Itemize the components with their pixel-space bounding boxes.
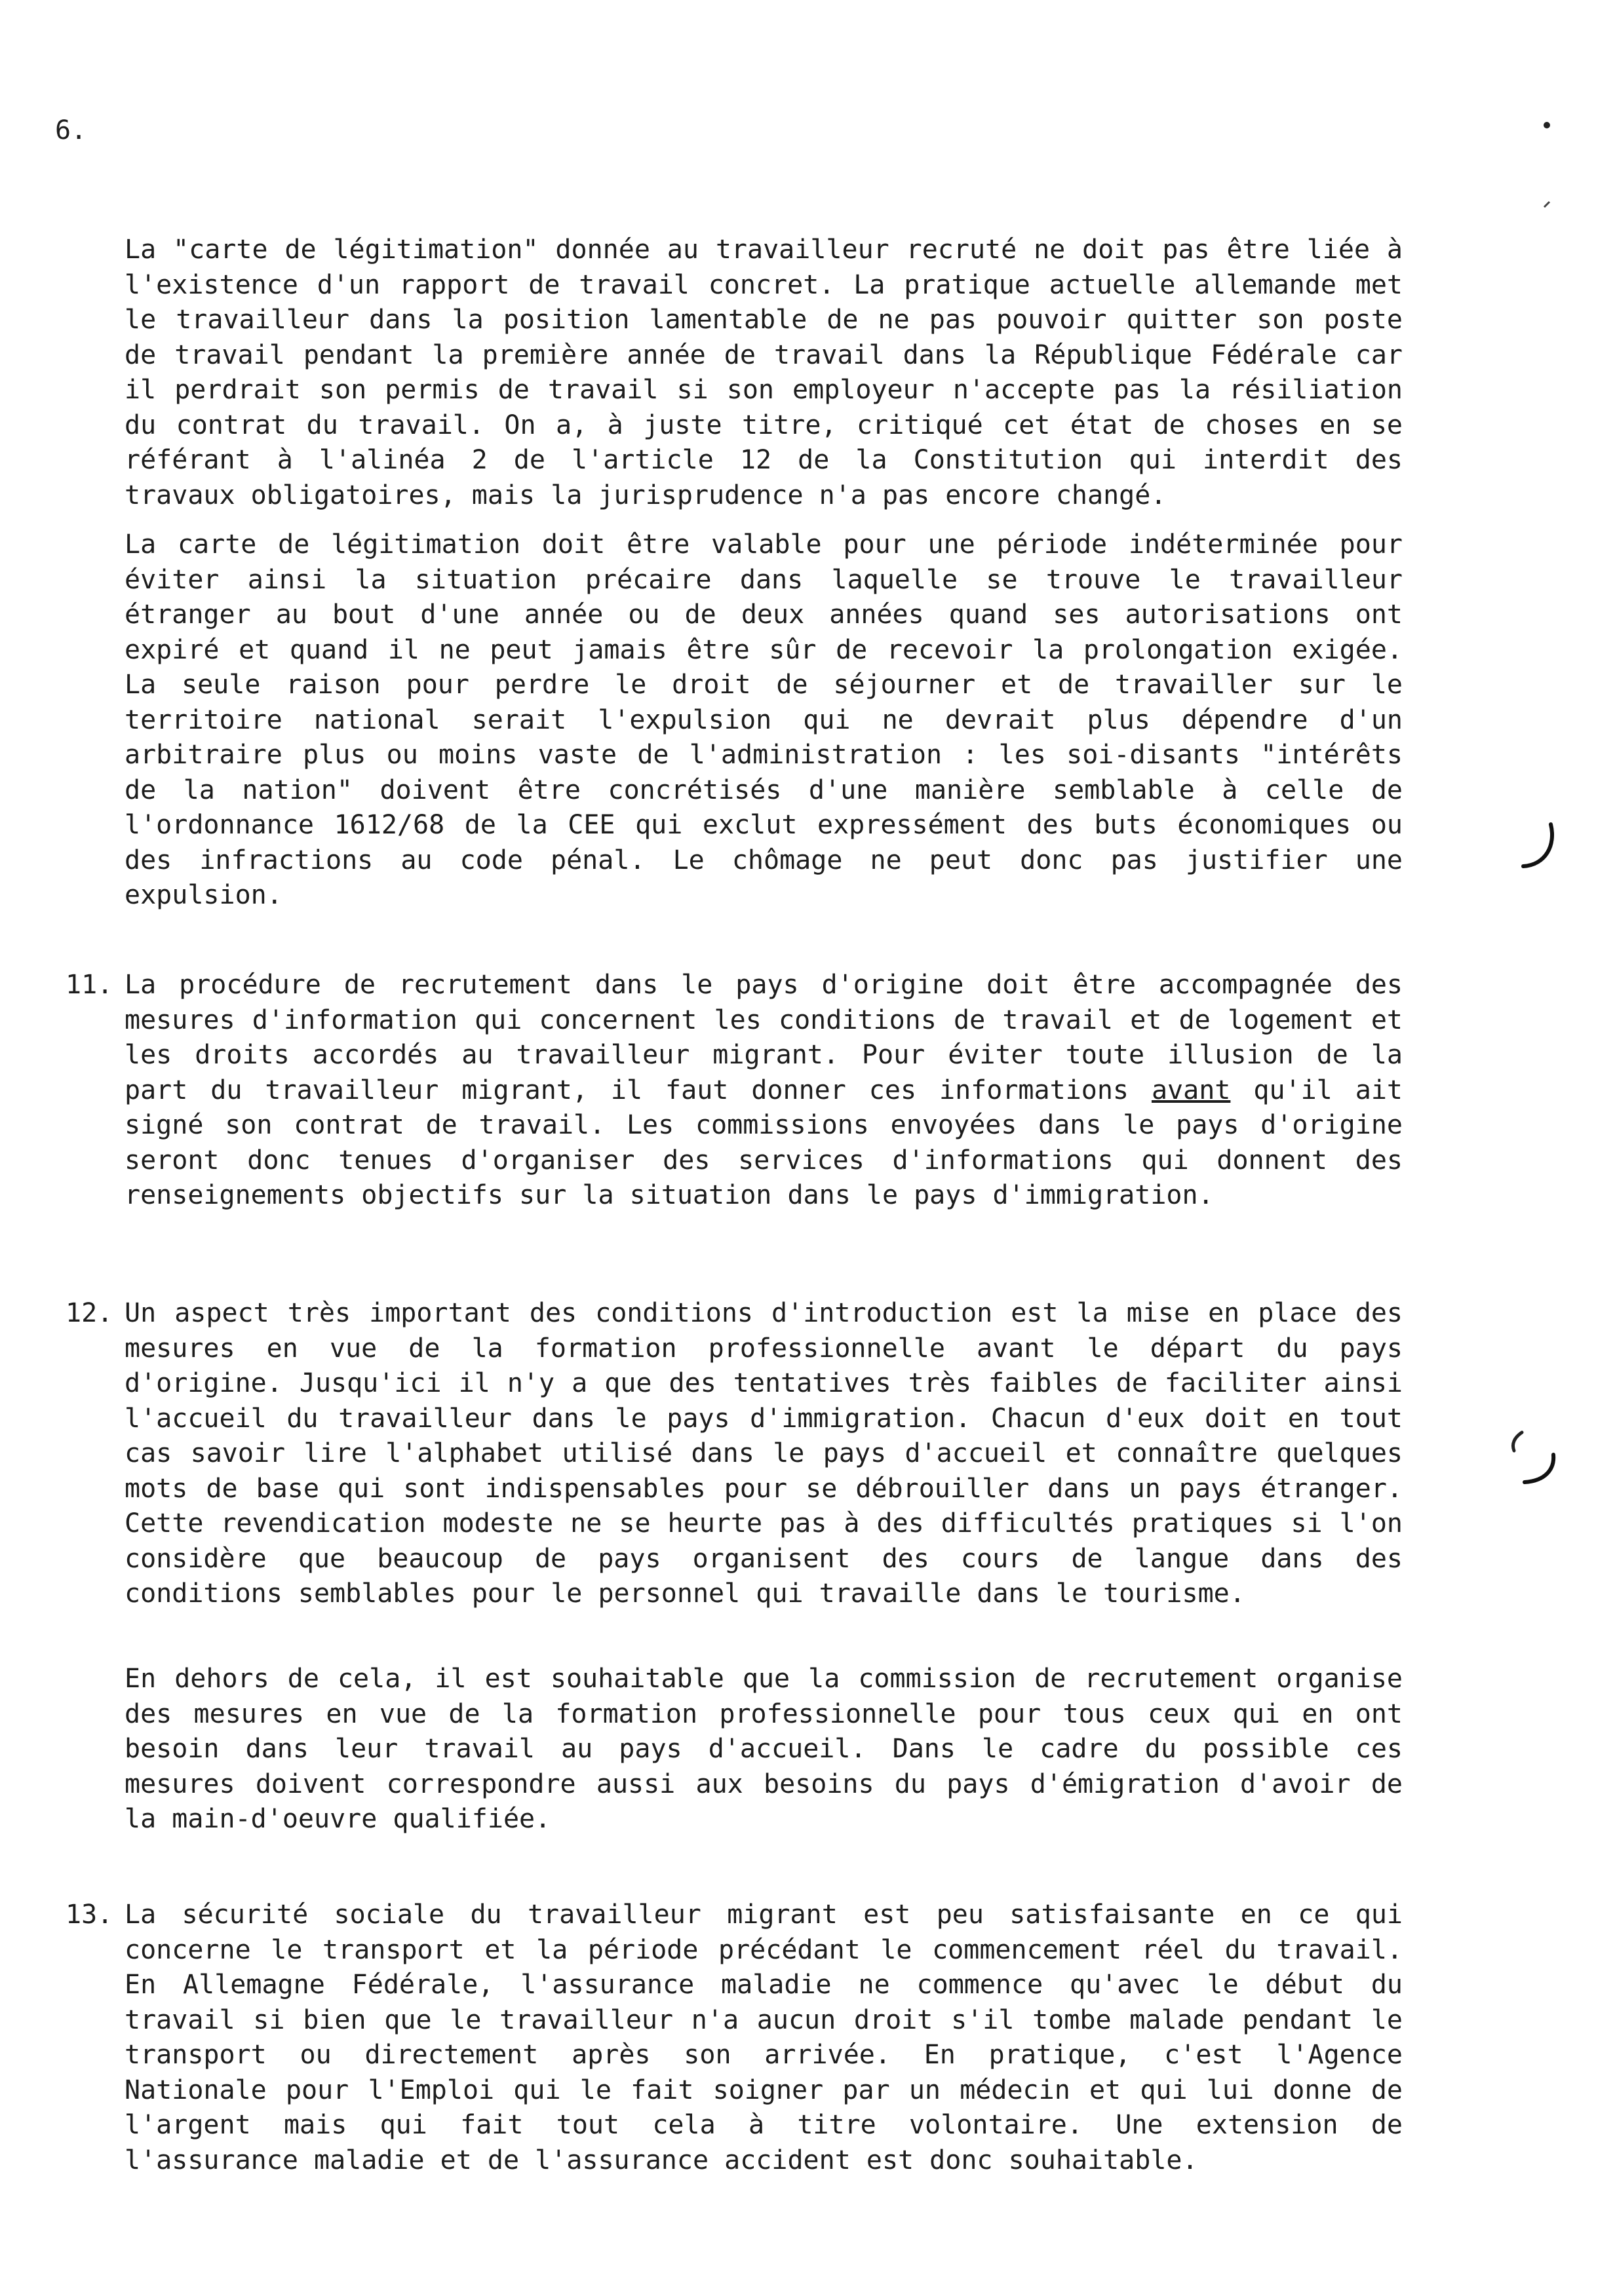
scan-tick-mark [1542,198,1555,211]
page-number: 6. [55,115,87,145]
item-13-number: 13. [66,1900,113,1930]
scan-dot-mark [1542,120,1552,130]
item-11-underlined-word: avant [1151,1075,1231,1105]
item-11-text-before: La procédure de recrutement dans le pays d'origine doit être accompagnée des mesures d'information qui concernent les conditions de travail et de logement et les droits accordés au travailleur migrant. Pour éviter toute illusion de la part du travailleur migrant, il faut donner ces informations [125,970,1403,1105]
item-11-number: 11. [66,970,113,1000]
item-12-text-continued: En dehors de cela, il est souhaitable que la commission de recrutement organise des mesures en vue de la formation professionnelle pour tous ceux qui en ont besoin dans leur travail au pays d'accueil. Dans le cadre du possible ces mesures doivent correspondre aussi aux besoins du pays d'émigration d'avoir de la main-d'oeuvre qualifiée. [125,1664,1403,1834]
item-12-number: 12. [66,1298,113,1328]
item-11-text [125,968,1403,1214]
item-13-text: La sécurité sociale du travailleur migrant est peu satisfaisante en ce qui concerne le transport et la période précédant le commencement réel du travail. En Allemagne Fédérale, l'assurance maladie ne commence qu'avec le début du travail si bien que le travailleur n'a aucun droit s'il tombe malade pendant le transport ou directement après son arrivée. En pratique, c'est l'Agence Nationale pour l'Emploi qui le fait soigner par un médecin et qui lui donne de l'argent mais qui fait tout cela à titre volontaire. Une extension de l'assurance maladie et de l'assurance accident est donc souhaitable. [125,1900,1403,2175]
scan-arc-mark [1519,819,1565,878]
paragraph-carte-legitimation-validite: La carte de légitimation doit être valable pour une période indéterminée pour éviter ainsi la situation précaire dans laquelle se trouve le travailleur étranger au bout d'une année ou de deux années quand ses autorisations ont expiré et quand il ne peut jamais être sûr de recevoir la prolongation exigée. La seule raison pour perdre le droit de séjourner et de travailler sur le territoire national serait l'expulsion qui ne devrait plus dépendre d'un arbitraire plus ou moins vaste de l'administration : les soi-disants "intérêts de la nation" doivent être concrétisés d'une manière semblable à celle de l'ordonnance 1612/68 de la CEE qui exclut expressément des buts économiques ou des infractions au code pénal. Le chômage ne peut donc pas justifier une expulsion. [125,529,1403,910]
paragraph-carte-legitimation-rapport: La "carte de légitimation" donnée au travailleur recruté ne doit pas être liée à l'existence d'un rapport de travail concret. La pratique actuelle allemande met le travailleur dans la position lamentable de ne pas pouvoir quitter son poste de travail pendant la première année de travail dans la République Fédérale car il perdrait son permis de travail si son employeur n'accepte pas la résiliation du contrat du travail. On a, à juste titre, critiqué cet état de choses en se référant à l'alinéa 2 de l'article 12 de la Constitution qui interdit des travaux obligatoires, mais la jurisprudence n'a pas encore changé. [125,235,1403,510]
item-12-text: Un aspect très important des conditions d'introduction est la mise en place des mesures en vue de la formation professionnelle avant le départ du pays d'origine. Jusqu'ici il n'y a que des tentatives très faibles de faciliter ainsi l'accueil du travailleur dans le pays d'immigration. Chacun d'eux doit en tout cas savoir lire l'alphabet utilisé dans le pays d'accueil et connaître quelques mots de base qui sont indispensables pour se débrouiller dans un pays étranger. Cette revendication modeste ne se heurte pas à des difficultés pratiques si l'on considère que beaucoup de pays organisent des cours de langue dans des conditions semblables pour le personnel qui travaille dans le tourisme. [125,1298,1403,1609]
item-11-text-after: qu'il ait signé son contrat de travail. Les commissions envoyées dans le pays d'origine seront donc tenues d'organiser des services d'informations qui donnent des renseignements objectifs sur la situation dans le pays d'immigration. [125,1075,1403,1210]
scan-arc-mark-2 [1508,1428,1566,1501]
